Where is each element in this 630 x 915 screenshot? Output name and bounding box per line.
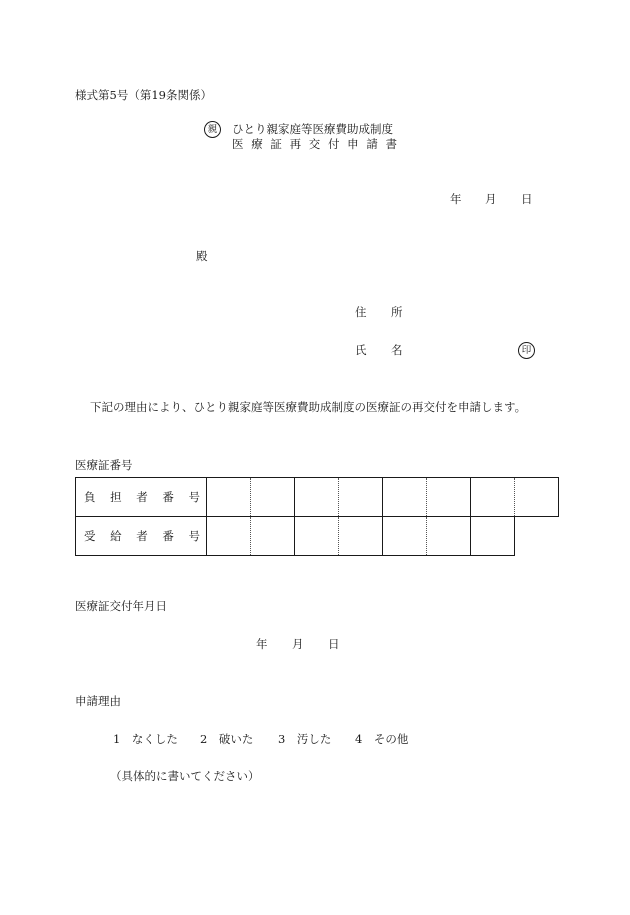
digit-cell[interactable]	[427, 517, 471, 556]
digit-cell[interactable]	[427, 478, 471, 517]
recipient-number-label: 受 給 者 番 号	[76, 517, 207, 556]
payer-number-label: 負 担 者 番 号	[76, 478, 207, 517]
reason-note: （具体的に書いてください）	[110, 769, 260, 783]
digit-cell[interactable]	[207, 517, 251, 556]
form-number: 様式第5号（第19条関係）	[75, 88, 212, 102]
digit-cell[interactable]	[339, 517, 383, 556]
digit-cell[interactable]	[295, 517, 339, 556]
addressee-suffix: 殿	[196, 249, 208, 263]
issue-month: 月	[292, 637, 304, 651]
digit-cell[interactable]	[383, 517, 427, 556]
digit-cell[interactable]	[295, 478, 339, 517]
digit-cell[interactable]	[207, 478, 251, 517]
digit-cell[interactable]	[471, 478, 515, 517]
reason-option-1[interactable]: 1 なくした	[113, 732, 178, 746]
issue-day: 日	[328, 637, 340, 651]
date-day: 日	[521, 192, 533, 206]
date-month: 月	[485, 192, 497, 206]
title-line2: 医 療 証 再 交 付 申 請 書	[232, 137, 397, 151]
reason-option-2[interactable]: 2 破いた	[200, 732, 254, 746]
digit-cell[interactable]	[515, 478, 559, 517]
digit-cell[interactable]	[251, 517, 295, 556]
statement: 下記の理由により、ひとり親家庭等医療費助成制度の医療証の再交付を申請します。	[90, 400, 527, 414]
title-mark	[204, 121, 221, 138]
reason-option-4[interactable]: 4 その他	[355, 732, 409, 746]
table-row	[76, 478, 559, 517]
date-year: 年	[450, 192, 462, 206]
certificate-number-table	[75, 477, 559, 556]
digit-cell[interactable]	[383, 478, 427, 517]
issue-date-heading: 医療証交付年月日	[75, 599, 167, 613]
issue-year: 年	[256, 637, 268, 651]
digit-cell[interactable]	[471, 517, 515, 556]
digit-cell[interactable]	[251, 478, 295, 517]
table-row	[76, 517, 559, 556]
empty-cell	[515, 517, 559, 556]
oya-circled-mark: 親	[204, 121, 221, 138]
certificate-number-heading: 医療証番号	[75, 458, 133, 472]
digit-cell[interactable]	[339, 478, 383, 517]
title-line1: ひとり親家庭等医療費助成制度	[232, 122, 393, 136]
reason-option-3[interactable]: 3 汚した	[278, 732, 332, 746]
seal-mark: 印	[518, 342, 535, 359]
reason-heading: 申請理由	[75, 694, 121, 708]
